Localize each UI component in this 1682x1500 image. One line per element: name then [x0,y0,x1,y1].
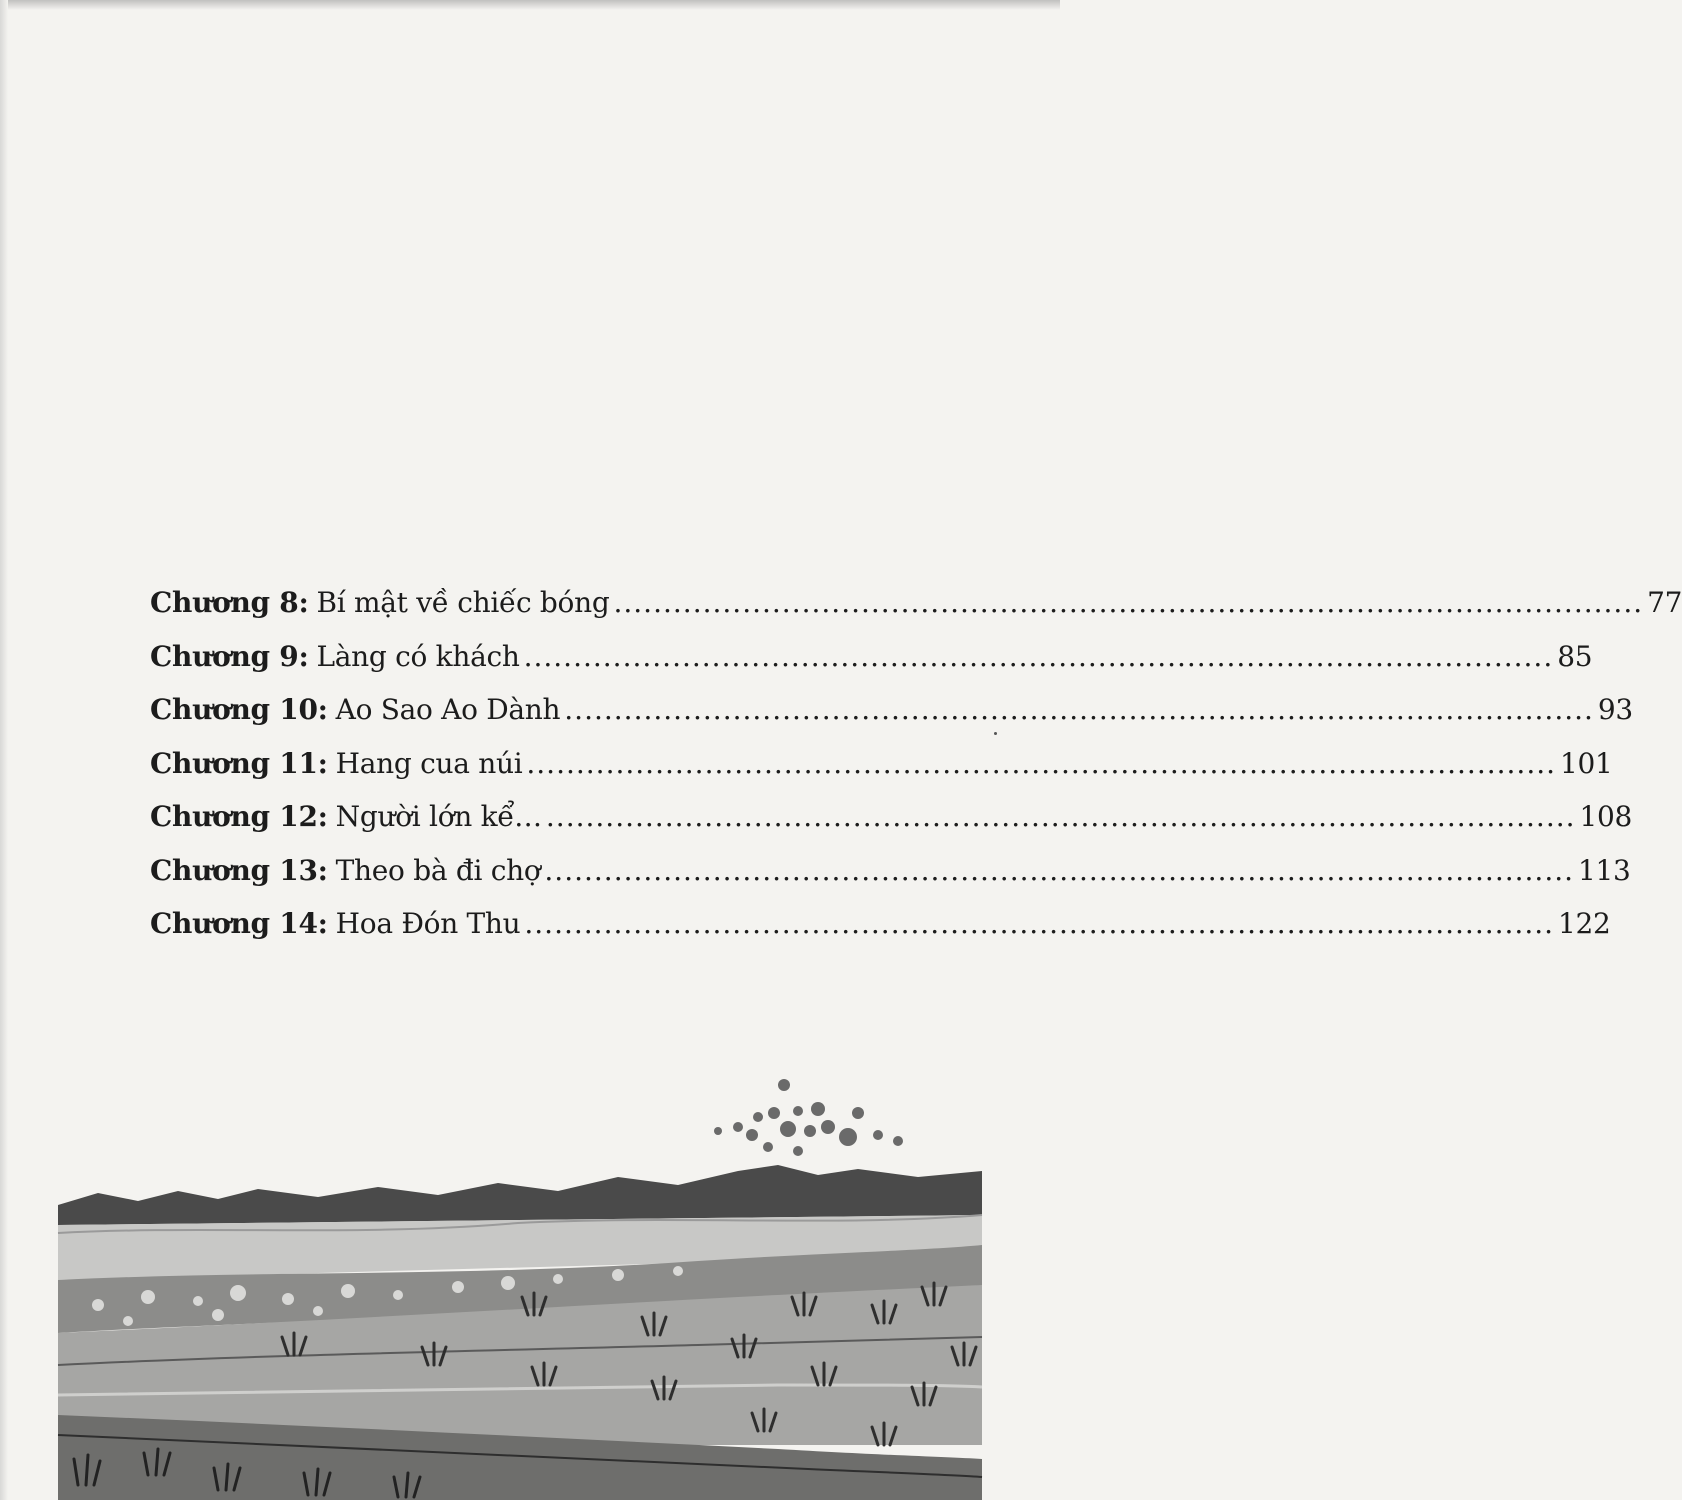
toc-page-number: 77 [1647,586,1682,619]
toc-entry[interactable] [150,639,1593,694]
toc-entry[interactable] [150,586,1682,640]
toc-chapter-title: Theo bà đi chợ [335,853,541,887]
toc-chapter-title: Hang cua núi [335,746,523,780]
toc-chapter-label: Chương 14: [150,907,328,940]
toc-entry[interactable] [150,693,1633,747]
toc-chapter-label: Chương 8: [150,586,309,619]
toc-leader-dots: ........................................................................................................ [545,800,1576,833]
toc-chapter-label: Chương 10: [150,693,328,726]
toc-page-number: 85 [1557,639,1593,673]
ink-speck [994,732,997,735]
toc-chapter-title: Ao Sao Ao Dành [335,693,561,726]
toc-page-number: 93 [1597,693,1633,726]
toc-chapter-title: Làng có khách [316,639,520,673]
toc-entry[interactable] [150,907,1611,961]
toc-leader-dots: ........................................................................................................ [523,639,1554,673]
far-treeline [58,1165,982,1225]
table-of-contents [150,586,1682,961]
scan-edge-top [0,0,1060,10]
toc-entry[interactable] [150,746,1613,801]
toc-page-number: 101 [1560,746,1613,780]
toc-leader-dots: ........................................................................................................ [564,693,1594,726]
toc-chapter-label: Chương 9: [150,639,309,673]
toc-chapter-title: Người lớn kể… [335,800,542,833]
toc-chapter-label: Chương 13: [150,853,328,887]
toc-page-number: 108 [1579,800,1633,833]
toc-page-number: 122 [1558,907,1611,940]
toc-chapter-title: Hoa Đón Thu [335,907,521,940]
toc-chapter-label: Chương 12: [150,800,328,833]
toc-leader-dots: ........................................................................................................ [524,907,1555,940]
bird-flock [714,1079,903,1156]
toc-entry[interactable] [150,853,1631,908]
toc-chapter-label: Chương 11: [150,746,328,780]
toc-page-number: 113 [1578,853,1631,887]
toc-entry[interactable] [150,800,1633,854]
toc-chapter-title: Bí mật về chiếc bóng [316,586,610,619]
toc-leader-dots: ........................................................................................................ [526,746,1557,780]
toc-leader-dots: ........................................................................................................ [544,853,1575,887]
scan-edge-left [0,0,8,1500]
rice-field-illustration [58,1065,982,1500]
toc-leader-dots: ........................................................................................................ [613,586,1644,619]
